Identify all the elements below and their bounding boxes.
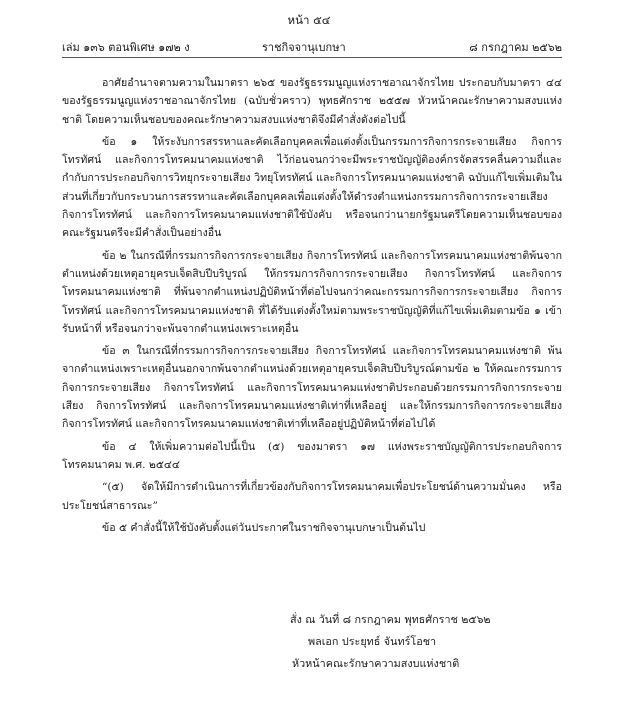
volume-info: เล่ม ๑๓๖ ตอนพิเศษ ๑๗๒ ง xyxy=(62,41,190,54)
publication-date: ๘ กรกฎาคม ๒๕๖๒ xyxy=(469,41,562,54)
clause-4: ข้อ ๔ ให้เพิ่มความต่อไปนี้เป็น (๕) ของมาตรา ๑๗ แห่งพระราชบัญญัติการประกอบกิจการโทรคมนาคม พ.ศ. ๒๕๔๔ xyxy=(62,440,562,471)
clause-5: ข้อ ๕ คำสั่งนี้ให้ใช้บังคับตั้งแต่วันประกาศในราชกิจจานุเบกษาเป็นต้นไป xyxy=(102,521,426,534)
order-body xyxy=(62,74,562,541)
preamble-paragraph: อาศัยอำนาจตามความในมาตรา ๒๖๕ ของรัฐธรรมนูญแห่งราชอาณาจักรไทย ประกอบกับมาตรา ๔๔ ของรัฐธรรมนูญแห่งราชอาณาจักรไทย (ฉบับชั่วคราว) พุทธศักราช ๒๕๕๗ หัวหน้าคณะรักษาความสงบแห่งชาติ โดยความเห็นชอบของคณะรักษาความสงบแห่งชาติจึงมีคำสั่งดังต่อไปนี้ xyxy=(62,77,562,126)
clause-2: ข้อ ๒ ในกรณีที่กรรมการกิจการกระจายเสียง กิจการโทรทัศน์ และกิจการโทรคมนาคมแห่งชาติพ้นจากตำแหน่งด้วยเหตุอายุครบเจ็ดสิบปีบริบูรณ์ ให้กรรมการกิจการกระจายเสียง กิจการโทรทัศน์ และกิจการโทรคมนาคมแห่งชาติ ที่พ้นจากตำแหน่งปฏิบัติหน้าที่ต่อไปจนกว่าคณะกรรมการกิจการกระจายเสียง กิจการโทรทัศน์ และกิจการโทรคมนาคมแห่งชาติ ที่ได้รับแต่งตั้งใหม่ตามพระราชบัญญัติที่แก้ไขเพิ่มเติมตามข้อ ๑ เข้ารับหน้าที่ หรือจนกว่าจะพ้นจากตำแหน่งเพราะเหตุอื่น xyxy=(62,249,562,335)
signatory-name: พลเอก ประยุทธ์ จันทร์โอชา xyxy=(308,635,437,648)
gazette-name: ราชกิจจานุเบกษา xyxy=(262,41,346,54)
clause-4-quoted-text: “(๕) จัดให้มีการดำเนินการที่เกี่ยวข้องกับกิจการโทรคมนาคมเพื่อประโยชน์ด้านความมั่นคง หรือประโยชน์สาธารณะ” xyxy=(62,481,562,512)
page-number: หน้า ๕๔ xyxy=(287,13,331,27)
signature-block xyxy=(290,609,550,675)
signatory-title: หัวหน้าคณะรักษาความสงบแห่งชาติ xyxy=(292,657,460,670)
clause-3: ข้อ ๓ ในกรณีที่กรรมการกิจการกระจายเสียง กิจการโทรทัศน์ และกิจการโทรคมนาคมแห่งชาติ พ้นจากตำแหน่งเพราะเหตุอื่นนอกจากพ้นจากตำแหน่งด้วยเหตุอายุครบเจ็ดสิบปีบริบูรณ์ตามข้อ ๒ ให้คณะกรรมการกิจการกระจายเสียง กิจการโทรทัศน์ และกิจการโทรคมนาคมแห่งชาติประกอบด้วยกรรมการกิจการกระจายเสียง กิจการโทรทัศน์ และกิจการโทรคมนาคมแห่งชาติเท่าที่เหลืออยู่ และให้กรรมการกิจการกระจายเสียง กิจการโทรทัศน์ และกิจการโทรคมนาคมแห่งชาติเท่าที่เหลืออยู่ปฏิบัติหน้าที่ต่อไปได้ xyxy=(62,345,562,431)
order-date: สั่ง ณ วันที่ ๘ กรกฎาคม พุทธศักราช ๒๕๖๒ xyxy=(290,613,491,626)
header-divider xyxy=(62,57,562,58)
clause-1: ข้อ ๑ ให้ระงับการสรรหาและคัดเลือกบุคคลเพื่อแต่งตั้งเป็นกรรมการกิจการกระจายเสียง กิจการโทรทัศน์ และกิจการโทรคมนาคมแห่งชาติ ไว้ก่อนจนกว่าจะมีพระราชบัญญัติองค์กรจัดสรรคลื่นความถี่และกำกับการประกอบกิจการวิทยุกระจายเสียง วิทยุโทรทัศน์ และกิจการโทรคมนาคมแห่งชาติ ฉบับแก้ไขเพิ่มเติมในส่วนที่เกี่ยวกับกระบวนการสรรหาและคัดเลือกบุคคลเพื่อแต่งตั้งให้ดำรงตำแหน่งกรรมการกิจการกระจายเสียง กิจการโทรทัศน์ และกิจการโทรคมนาคมแห่งชาติใช้บังคับ หรือจนกว่านายกรัฐมนตรีโดยความเห็นชอบของคณะรัฐมนตรีจะมีคำสั่งเป็นอย่างอื่น xyxy=(62,135,562,240)
